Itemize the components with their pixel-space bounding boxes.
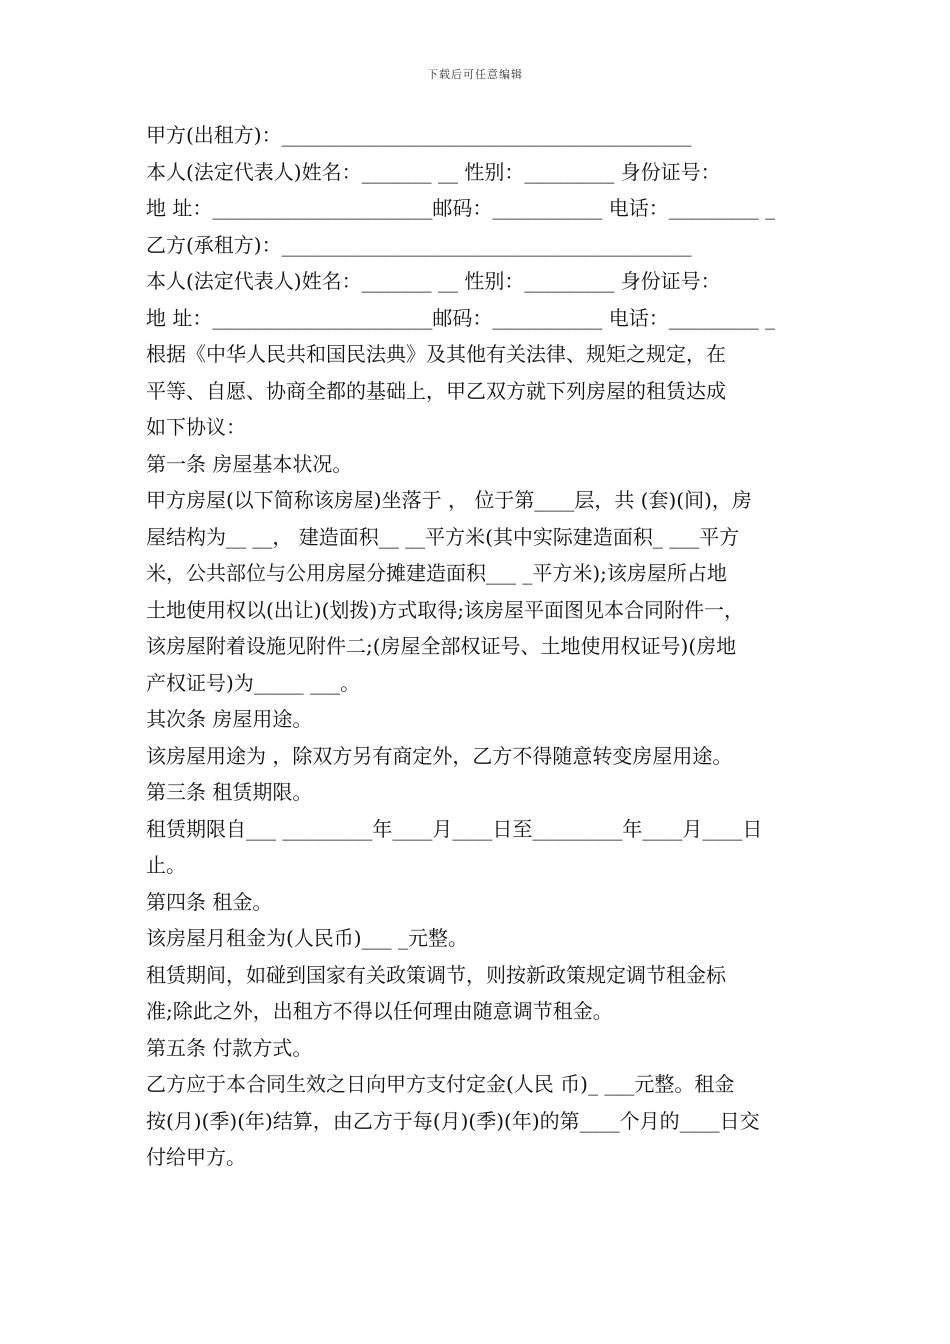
article-5-line-3: 付给甲方。	[146, 1145, 246, 1169]
article-4-line-1: 该房屋月租金为(人民币)___ _元整。	[146, 926, 468, 950]
article-2-heading: 其次条 房屋用途。	[146, 707, 313, 731]
article-1-line-1: 甲方房屋(以下简称该房屋)坐落于 ， 位于第____层，共 (套)(间)，房	[146, 488, 752, 512]
document-body	[146, 117, 808, 1176]
lessee-line: 乙方(承租方)：_________________________________________	[146, 232, 692, 257]
article-3-line-2: 止。	[146, 853, 186, 877]
lessee-address-line: 地 址：______________________邮码：___________ 电话：_________ _	[146, 305, 776, 330]
lessor-address-line: 地 址：______________________邮码：___________ 电话：_________ _	[146, 196, 776, 220]
preamble-line-2: 平等、自愿、协商全都的基础上，甲乙双方就下列房屋的租赁达成	[146, 378, 726, 403]
article-2-line-1: 该房屋用途为 ，除双方另有商定外，乙方不得随意转变房屋用途。	[146, 743, 733, 768]
article-3-line-1: 租赁期限自___ _________年____月____日至_________年____月____日	[146, 816, 763, 841]
preamble-line-3: 如下协议：	[146, 415, 246, 439]
article-5-heading: 第五条 付款方式。	[146, 1035, 313, 1060]
article-1-line-2: 屋结构为__ __， 建造面积__ __平方米(其中实际建造面积_ ___平方	[146, 524, 740, 549]
article-5-line-1: 乙方应于本合同生效之日向甲方支付定金(人民 币)_ ___元整。租金	[146, 1072, 735, 1096]
article-5-line-2: 按(月)(季)(年)结算，由乙方于每(月)(季)(年)的第____个月的____日交	[146, 1108, 760, 1133]
article-4-heading: 第四条 租金。	[146, 889, 273, 914]
lessee-representative-line: 本人(法定代表人)姓名：_______ __ 性别：_________ 身份证号：	[146, 269, 721, 293]
preamble-line-1: 根据《中华人民共和国民法典》及其他有关法律、规矩之规定，在	[146, 342, 726, 366]
article-1-line-4: 土地使用权以(出让)(划拨)方式取得;该房屋平面图见本合同附件一，	[146, 597, 744, 622]
article-1-line-5: 该房屋附着设施见附件二;(房屋全部权证号、土地使用权证号)(房地	[146, 634, 737, 658]
article-1-heading: 第一条 房屋基本状况。	[146, 451, 353, 476]
page-header: 下载后可任意编辑	[427, 68, 523, 81]
lessor-representative-line: 本人(法定代表人)姓名：_______ __ 性别：_________ 身份证号：	[146, 159, 721, 184]
article-1-line-3: 米，公共部位与公用房屋分摊建造面积___ _平方米);该房屋所占地	[146, 561, 727, 585]
article-4-line-3: 准;除此之外，出租方不得以任何理由随意调节租金。	[146, 999, 613, 1023]
article-3-heading: 第三条 租赁期限。	[146, 780, 313, 804]
article-1-line-6: 产权证号)为_____ ___。	[146, 670, 361, 695]
article-4-line-2: 租赁期间，如碰到国家有关政策调节，则按新政策规定调节租金标	[146, 962, 726, 987]
lessor-line: 甲方(出租方)：_________________________________________	[146, 123, 692, 147]
